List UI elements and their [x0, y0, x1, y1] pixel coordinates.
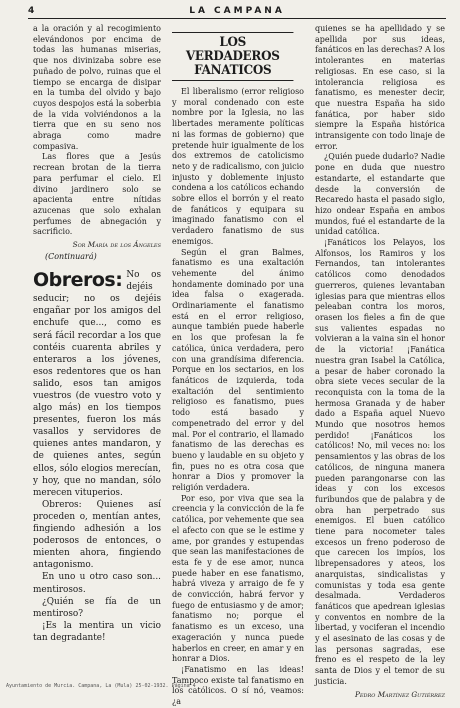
obreros-paragraph-5: ¡Es la mentira un vicio tan degradante!: [33, 620, 161, 643]
article-paragraph-2: Según el gran Balmes, fanatismo es una exaltación vehemente del ánimo hondamente dominado por una idea falsa o exagerada. Ordinariamente el fanatismo está en el error religioso, aunque también puede haberle en los que profesan la fe católica, única verdadera, pero con una grandísima diferencia. Porque en los sectarios, en los fanáticos de izquierda, toda exaltación del sentimiento religioso es fanatismo, pues todo está basado y compenetrado del error y del mal. Por el contrario, el llamado fanatismo de las derechas es bueno y laudable en su objeto y fin, pues no es otra cosa que honrar a Dios y promover la religión verdadera.: [172, 247, 304, 493]
article-signature: Pedro Martínez Gutiérrez: [355, 689, 445, 699]
article-paragraph-1: El liberalismo (error religioso y moral condenado con este nombre por la Iglesia, no las libertades meramente políticas ni las formas de gobierno) que pretende huir igualmente de los dos extremos de catolicismo neto y de radicalismo, con juicio injusto y doblemente injusto condena a los católicos echando sobre ellos el borrón y el reato de fanáticos y equipara su imaginado fanatismo con el verdadero fanatismo de sus enemigos.: [172, 87, 304, 246]
page-number: 4: [28, 6, 38, 16]
poem-signature: Sor María de los Ángeles: [72, 240, 161, 250]
obreros-paragraph-4: ¿Quién se fía de un mentiroso?: [33, 596, 161, 619]
article-paragraph-6: ¿Quién puede dudarlo? Nadie pone en duda que nuestro estandarte, el estandarte que desde la conversión de Recaredo hasta el pasado siglo, hizo ondear España en ambos mundos, fué el estandarte de la unidad católica.: [315, 152, 445, 237]
obreros-heading: Obreros:: [33, 269, 123, 292]
continued-note: (Continuará): [45, 252, 97, 262]
poem-paragraph-2: Las flores que a Jesús recrean brotan de la tierra para perfumar el cielo. El divino jardinero solo se apacienta entre nítidas azucenas que solo exhalan perfumes de abnegación y sacrificio.: [33, 152, 161, 237]
obreros-lead: No os dejéis seducir; no os dejéis engañar por los amigos del enchufe que..., como es será fácil recordar a los que contéis cuarenta abriles y enteraros a los jóvenes, esos redentores que os han salido, esos tan amigos vuestros (de vuestro voto y algo más) en los tiempos presentes, fueron los más vasallos y servidores de quienes antes mandaron, y de quienes antes, según ellos, sólo elogios merecían, y hoy, que no mandan, sólo merecen vituperios.: [33, 270, 161, 498]
newspaper-title: LA CAMPANA: [189, 6, 285, 16]
obreros-paragraph-2: Obreros: Quienes así proceden o, mentían antes, fingiendo adhesión a los poderosos de entonces, o mienten ahora, fingiendo antagonismo.: [33, 499, 161, 571]
masthead: [28, 4, 446, 19]
article-paragraph-5: quienes se ha apellidado y se apellida por sus ideas, fanáticos en las derechas? A los intolerantes en materias religiosas. En ese caso, si la intolerancia religiosa es fanatismo, es menester decir, que nuestra España ha sido fanática, por haber sido siempre la España histórica intransigente con todo linaje de error.: [315, 24, 445, 151]
article-paragraph-3: Por eso, por viva que sea la creencia y la convicción de la fe católica, por vehemente que sea el afecto con que se le estime y ame, por grandes y estupendas que sean las manifestaciones de esta fe y de ese amor, nunca puede haber en ese fanatismo, habrá viveza y arraigo de fe y de convicción, habrá fervor y fuego de entusiasmo y de amor; fanatismo no; porque el fanatismo es un exceso, una exageración y nunca puede haberlos en creer, en amar y en honrar a Dios.: [172, 493, 304, 664]
column-3: [315, 24, 445, 701]
obreros-paragraph-3: En uno u otro caso son... mentirosos.: [33, 572, 161, 595]
article-headline: LOS VERDADEROS FANATICOS: [172, 32, 293, 81]
archive-footer: Ayuntamiento de Murcia. Campana, La (Mula) 25-02-1932. Página 4: [6, 683, 196, 689]
column-2: [172, 24, 304, 708]
article-paragraph-7: ¡Fanáticos los Pelayos, los Alfonsos, los Ramiros y los Fernandos, tan intolerantes católicos como denodados guerreros, quienes levantaban iglesias para que mientras ellos peleaban contra los moros, orasen los fieles a fin de que sus valientes espadas no volvieran a la vaina sin el honor de la victoria! ¡Fanática nuestra gran Isabel la Católica, a pesar de haber coronado la obra siete veces secular de la reconquista con la toma de la hermosa Granada y de haber dado a España aquel Nuevo Mundo que nosotros hemos perdido! ¡Fanáticos los católicos! No, mil veces no: los pensamientos y las obras de los católicos, de ninguna manera pueden parangonarse con las ideas y con los excesos furibundos que de palabra y de obra han perpetrado sus enemigos. El buen católico tiene para nocometer tales excesos un freno poderoso de que carecen los impíos, los librepensadores y ateos, los anarquistas, sindicalistas y comunistas y toda esa gente desalmada. Verdaderos fanáticos que apedrean iglesias y conventos en nombre de la libertad, y vociferan el incendio y el asesinato de las cosas y de las personas sagradas, ese freno es el respeto de la ley santa de Dios y el temor de su justicia.: [315, 238, 445, 686]
obreros-article: [33, 269, 161, 644]
poem-paragraph-1: a la oración y al recogimiento elevándonos por encima de todas las humanas miserias, que nos divinizaba sobre ese puñado de polvo, ruinas que el tiempo se encarga de disipar en la tumba del olvido y bajo cuyos despojos está la soberbia de la vida volviéndonos a la tierra que en su seno nos abraga como madre compasiva.: [33, 24, 161, 151]
article-paragraph-4: ¡Fanatismo en las ideas! Tampoco existe tal fanatismo en los católicos. O sí nó, veamos: ¿a: [172, 664, 304, 707]
column-1: [33, 24, 161, 644]
